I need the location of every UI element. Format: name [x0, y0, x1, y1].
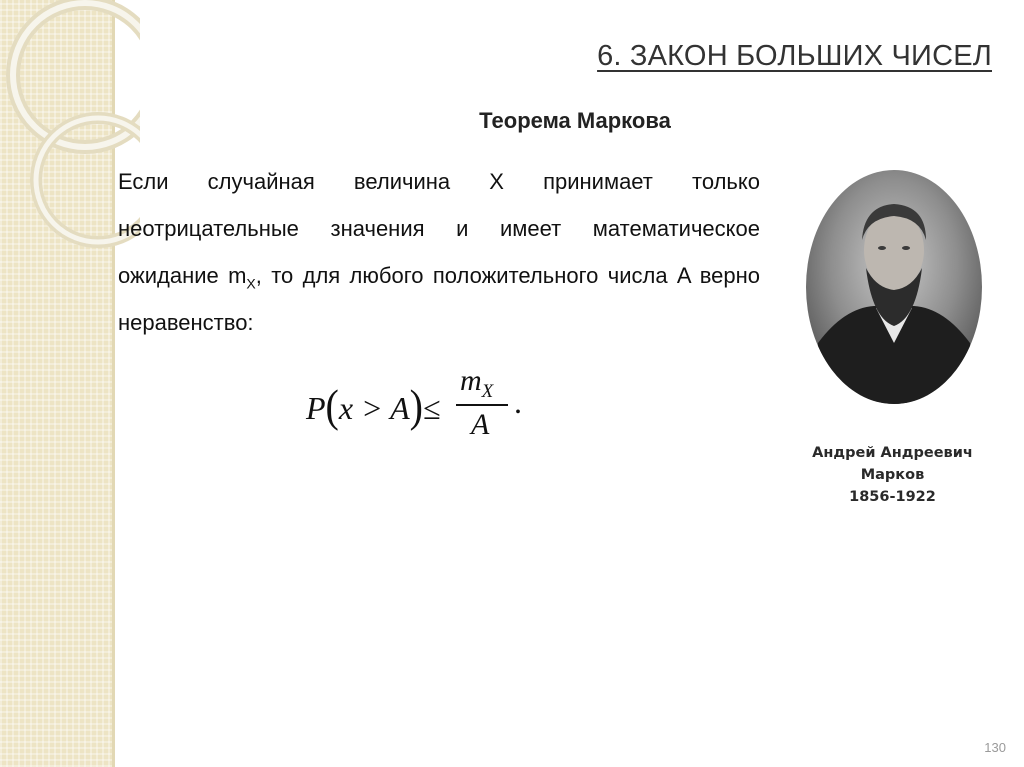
formula-period: . [514, 384, 522, 420]
markov-inequality-formula [298, 362, 558, 452]
theorem-text-subscript: X [246, 275, 256, 292]
caption-first-name: Андрей Андреевич [812, 445, 973, 461]
caption-years: 1856-1922 [849, 489, 936, 505]
fraction-bar [456, 404, 508, 406]
theorem-statement [118, 158, 760, 346]
theorem-text-part1: Если случайная величина X принимает только неотрицательные значения и имеет математическое ожидание m [118, 169, 760, 288]
caption-surname: Марков [860, 467, 925, 483]
portrait-markov-image [804, 168, 984, 406]
formula-inner: x > A [338, 390, 410, 426]
portrait-caption [790, 442, 995, 508]
formula-numerator-m: m [460, 364, 482, 397]
formula-close-paren: ) [409, 379, 423, 432]
page-number: 130 [984, 740, 1006, 755]
formula-numerator-sub: X [481, 381, 494, 402]
theorem-name: Теорема Маркова [479, 108, 671, 133]
slide-title: 6. ЗАКОН БОЛЬШИХ ЧИСЕЛ [597, 40, 992, 72]
theorem-text-part2: , то для любого положительного числа A верно неравенство: [118, 263, 760, 335]
formula-numerator [460, 364, 493, 403]
formula-p: P [306, 390, 326, 426]
formula-open-paren: ( [325, 379, 339, 432]
formula-lhs [306, 379, 441, 432]
formula-denominator: A [471, 408, 490, 441]
formula-relation: ≤ [422, 390, 441, 426]
